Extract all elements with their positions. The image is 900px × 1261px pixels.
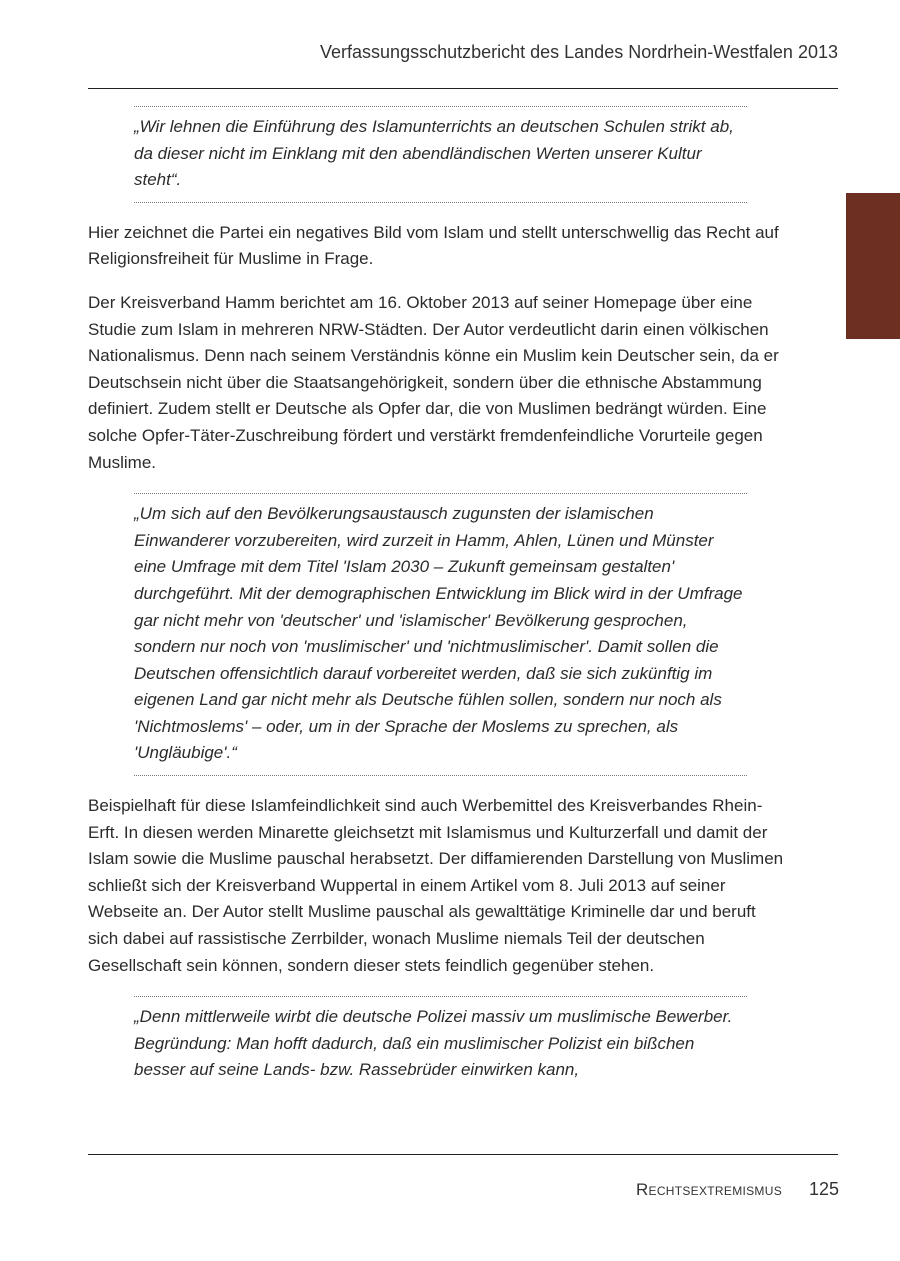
quote-text: „Denn mittlerweile wirbt die deutsche Polizei massiv um muslimische Bewerber. Begründung: Man hofft dadurch, daß ein muslimischer Polizist ein bißchen besser auf seine Lands- bzw. Rassebrüder einwirken kann, bbox=[134, 1007, 733, 1080]
running-header: Verfassungsschutzbericht des Landes Nordrhein-Westfalen 2013 bbox=[320, 42, 838, 62]
header-rule bbox=[88, 88, 838, 89]
paragraph-3: Beispielhaft für diese Islamfeindlichkeit sind auch Werbemittel des Kreisverbandes Rhein-Erft. In diesen werden Minarette gleichsetzt mit Islamismus und Kulturzerfall und damit der Islam sowie die Muslime pauschal herabsetzt. Der diffamierenden Darstellung von Muslimen schließt sich der Kreisverband Wuppertal in einem Artikel vom 8. Juli 2013 auf seiner Webseite an. Der Autor stellt Muslime pauschal als gewalttätige Kriminelle dar und beruft sich dabei auf rassistische Zerrbilder, wonach Muslime niemals Teil der deutschen Gesellschaft sein können, sondern dieser stets feindlich gegenüber stehen. bbox=[88, 796, 784, 975]
quote-text: „Um sich auf den Bevölkerungsaustausch zugunsten der islamischen Einwanderer vorzubereiten, wird zurzeit in Hamm, Ahlen, Lünen und Münster eine Umfrage mit dem Titel 'Islam 2030 – Zukunft gemeinsam gestalten' durchgeführt. Mit der demographischen Entwicklung im Blick wird in der Umfrage gar nicht mehr von 'deutscher' und 'islamischer' Bevölkerung gesprochen, sondern nur noch von 'muslimischer' und 'nichtmuslimischer'. Damit sollen die Deutschen offensichtlich darauf vorbereitet werden, daß sie sich zukünftig im eigenen Land gar nicht mehr als Deutsche fühlen sollen, sondern nur noch als 'Nichtmoslems' – oder, um in der Sprache der Moslems zu sprechen, als 'Ungläubige'.“ bbox=[134, 504, 743, 763]
paragraph-1: Hier zeichnet die Partei ein negatives Bild vom Islam und stellt unterschwellig das Recht auf Religionsfreiheit für Muslime in Frage. bbox=[88, 222, 779, 269]
block-quote-2 bbox=[134, 493, 747, 776]
block-quote-3 bbox=[134, 996, 747, 1092]
footer-section-title: Rechtsextremismus bbox=[635, 1180, 782, 1199]
page-body bbox=[88, 106, 788, 1109]
footer-rule bbox=[88, 1154, 838, 1155]
quote-text: „Wir lehnen die Einführung des Islamunterrichts an deutschen Schulen strikt ab, da dieser nicht im Einklang mit den abendländischen Werten unserer Kultur steht“. bbox=[134, 117, 734, 190]
chapter-tab-marker bbox=[846, 193, 900, 339]
paragraph-2: Der Kreisverband Hamm berichtet am 16. Oktober 2013 auf seiner Homepage über eine Studie zum Islam in mehreren NRW-Städten. Der Autor verdeutlicht darin einen völkischen Nationalismus. Denn nach seinem Verständnis könne ein Muslim kein Deutscher sein, da er Deutschsein nicht über die Staatsangehörigkeit, sondern über die ethnische Abstammung definiert. Zudem stellt er Deutsche als Opfer dar, die von Muslimen bedrängt würden. Eine solche Opfer-Täter-Zuschreibung fördert und verstärkt fremdenfeindliche Vorurteile gegen Muslime. bbox=[88, 292, 779, 472]
page-number: 125 bbox=[808, 1179, 839, 1199]
block-quote-1 bbox=[134, 106, 747, 203]
